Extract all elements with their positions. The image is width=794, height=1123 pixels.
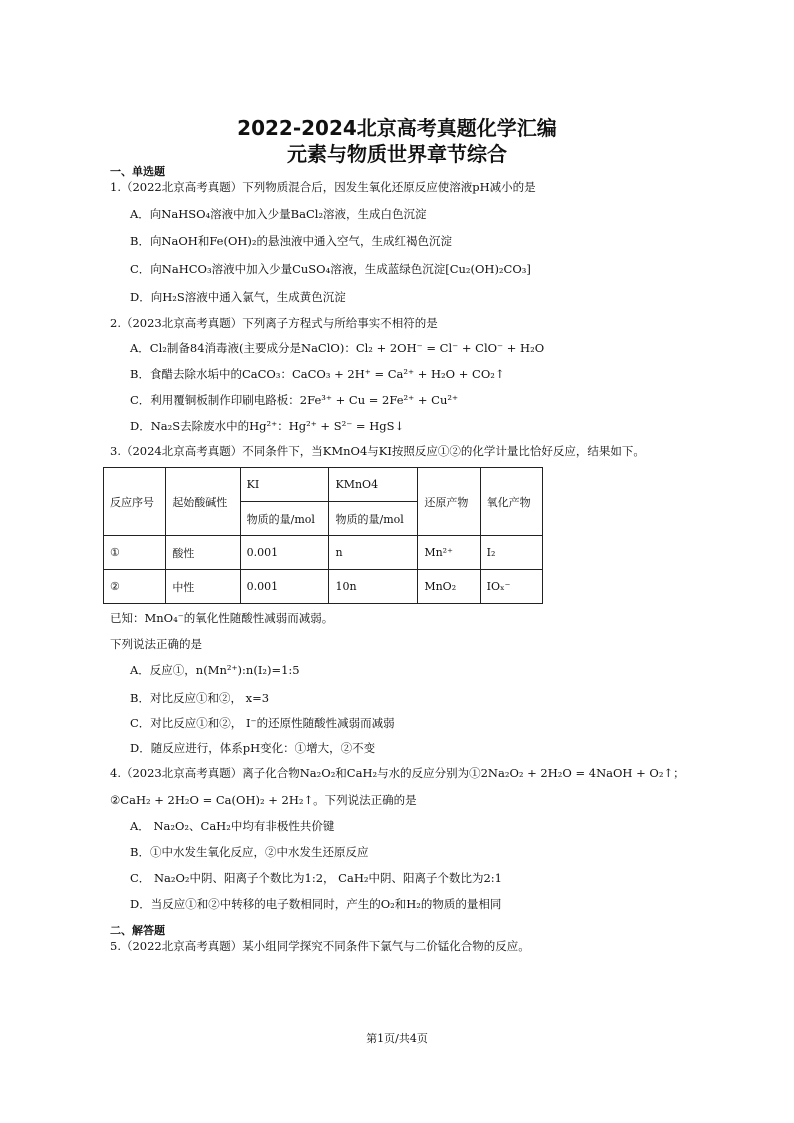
q1-option-b: B．向NaOH和Fe(OH)₂的悬浊液中通入空气，生成红褐色沉淀 (130, 234, 453, 248)
cell-kmno4: 10n (329, 570, 418, 604)
cell-oxidation-product: IOₓ⁻ (480, 570, 542, 604)
title-line-1: 2022-2024北京高考真题化学汇编 (237, 116, 557, 140)
section-heading-answer: 二、解答题 (110, 924, 165, 937)
cell-acid: 酸性 (166, 536, 240, 570)
q3-ask: 下列说法正确的是 (110, 637, 202, 651)
q4-stem-line-1: 4.（2023北京高考真题）离子化合物Na₂O₂和CaH₂与水的反应分别为①2Na₂O₂ + 2H₂O = 4NaOH + O₂↑； (110, 766, 685, 780)
cell-seq: ① (104, 536, 166, 570)
table-row (104, 570, 543, 604)
q2-stem: 2.（2023北京高考真题）下列离子方程式与所给事实不相符的是 (110, 316, 438, 330)
q3-note: 已知：MnO₄⁻的氧化性随酸性减弱而减弱。 (110, 611, 334, 625)
cell-ki: 0.001 (240, 536, 329, 570)
header-ki-unit: 物质的量/mol (240, 502, 329, 536)
q1-option-d: D．向H₂S溶液中通入氯气，生成黄色沉淀 (130, 290, 346, 304)
page-footer: 第1页/共4页 (366, 1032, 428, 1045)
q2-option-c: C．利用覆铜板制作印刷电路板：2Fe³⁺ + Cu = 2Fe²⁺ + Cu²⁺ (130, 393, 459, 407)
q3-option-d: D．随反应进行，体系pH变化：①增大，②不变 (130, 741, 376, 755)
q1-stem: 1.（2022北京高考真题）下列物质混合后，因发生氧化还原反应使溶液pH减小的是 (110, 180, 536, 194)
cell-reduction-product: MnO₂ (418, 570, 480, 604)
q4-option-d: D．当反应①和②中转移的电子数相同时，产生的O₂和H₂的物质的量相同 (130, 897, 502, 911)
q4-stem-line-2: ②CaH₂ + 2H₂O = Ca(OH)₂ + 2H₂↑。下列说法正确的是 (110, 793, 417, 807)
q4-option-c: C． Na₂O₂中阴、阳离子个数比为1:2， CaH₂中阴、阳离子个数比为2:1 (130, 871, 502, 885)
cell-oxidation-product: I₂ (480, 536, 542, 570)
header-kmno4-unit: 物质的量/mol (329, 502, 418, 536)
header-ki: KI (240, 468, 329, 502)
cell-kmno4: n (329, 536, 418, 570)
q3-option-b: B．对比反应①和②， x=3 (130, 691, 270, 705)
q1-option-a: A．向NaHSO₄溶液中加入少量BaCl₂溶液，生成白色沉淀 (130, 207, 427, 221)
q3-option-c: C．对比反应①和②， I⁻的还原性随酸性减弱而减弱 (130, 716, 395, 730)
cell-acid: 中性 (166, 570, 240, 604)
cell-seq: ② (104, 570, 166, 604)
q1-option-c: C．向NaHCO₃溶液中加入少量CuSO₄溶液，生成蓝绿色沉淀[Cu₂(OH)₂CO₃] (130, 262, 531, 276)
q3-stem: 3.（2024北京高考真题）不同条件下，当KMnO4与KI按照反应①②的化学计量比恰好反应，结果如下。 (110, 444, 645, 458)
table-row (104, 536, 543, 570)
header-seq: 反应序号 (104, 468, 166, 536)
q3-reaction-table (103, 467, 543, 604)
header-oxidation-product: 氧化产物 (480, 468, 542, 536)
section-heading-single-choice: 一、单选题 (110, 165, 165, 178)
q4-option-a: A． Na₂O₂、CaH₂中均有非极性共价键 (130, 819, 335, 833)
q2-option-a: A．Cl₂制备84消毒液(主要成分是NaClO)：Cl₂ + 2OH⁻ = Cl⁻ + ClO⁻ + H₂O (130, 341, 545, 355)
q2-option-b: B．食醋去除水垢中的CaCO₃：CaCO₃ + 2H⁺ = Ca²⁺ + H₂O + CO₂↑ (130, 367, 505, 381)
cell-reduction-product: Mn²⁺ (418, 536, 480, 570)
header-acid: 起始酸碱性 (166, 468, 240, 536)
q4-option-b: B．①中水发生氧化反应，②中水发生还原反应 (130, 845, 369, 859)
q5-stem: 5.（2022北京高考真题）某小组同学探究不同条件下氯气与二价锰化合物的反应。 (110, 939, 530, 953)
header-kmno4: KMnO4 (329, 468, 418, 502)
header-reduction-product: 还原产物 (418, 468, 480, 536)
cell-ki: 0.001 (240, 570, 329, 604)
q2-option-d: D．Na₂S去除废水中的Hg²⁺：Hg²⁺ + S²⁻ = HgS↓ (130, 419, 405, 433)
title-line-2: 元素与物质世界章节综合 (287, 142, 507, 166)
q3-option-a: A．反应①，n(Mn²⁺):n(I₂)=1:5 (130, 663, 300, 677)
